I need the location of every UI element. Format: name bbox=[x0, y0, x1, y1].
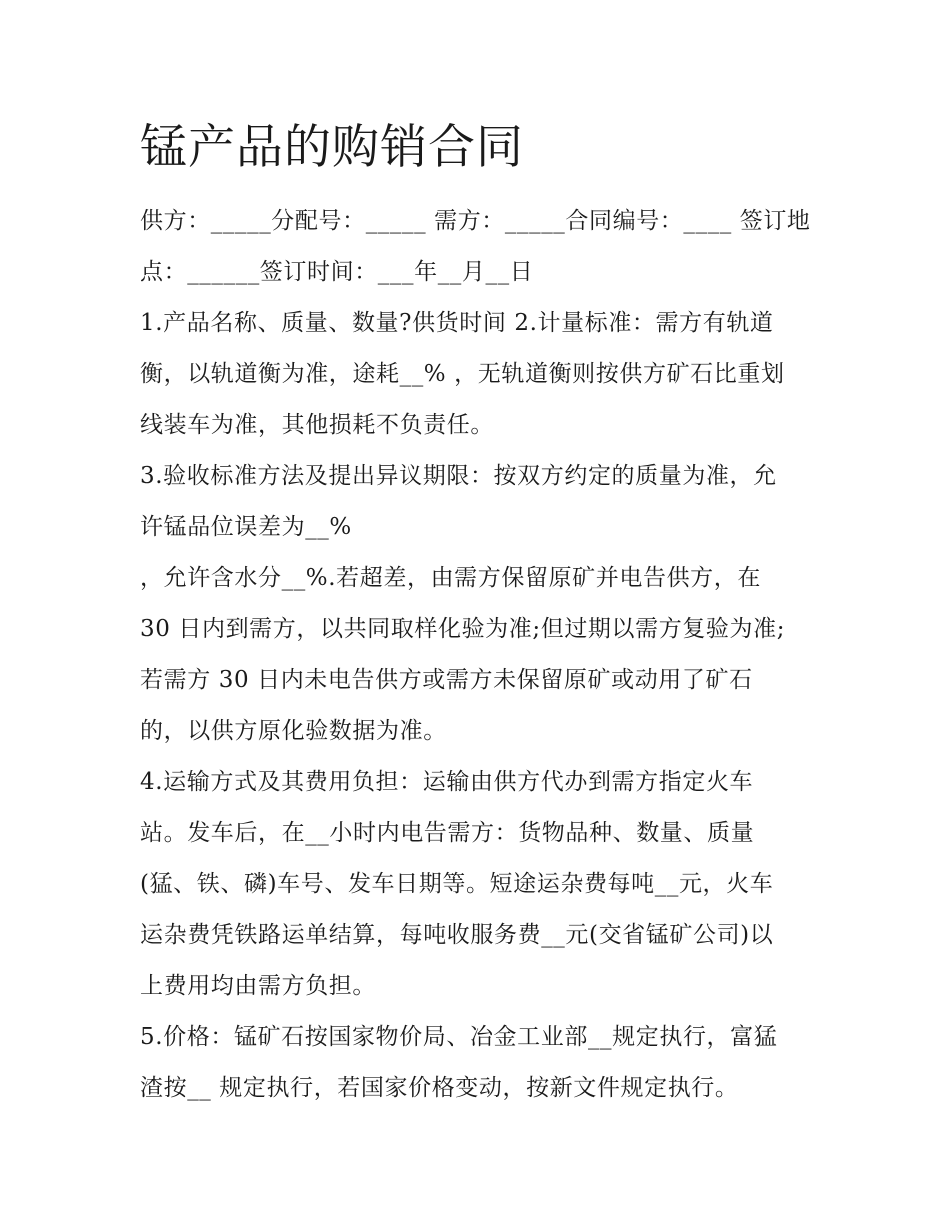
body-line: 3.验收标准方法及提出异议期限：按双方约定的质量为准，允 bbox=[140, 463, 777, 489]
body-line: 点：______签订时间：___年__月__日 bbox=[140, 259, 534, 285]
body-line: 30 日内到需方，以共同取样化验为准;但过期以需方复验为准; bbox=[140, 616, 786, 642]
body-line: 运杂费凭铁路运单结算，每吨收服务费__元(交省锰矿公司)以 bbox=[140, 922, 774, 948]
contract-body bbox=[140, 196, 820, 1114]
body-line: 线装车为准，其他损耗不负责任。 bbox=[140, 412, 494, 438]
body-line: 供方：_____分配号：_____ 需方：_____合同编号：____ 签订地 bbox=[140, 208, 811, 234]
body-line: 的，以供方原化验数据为准。 bbox=[140, 718, 447, 744]
body-line: 1.产品名称、质量、数量?供货时间 2.计量标准：需方有轨道 bbox=[140, 310, 774, 336]
body-line: 若需方 30 日内未电告供方或需方未保留原矿或动用了矿石 bbox=[140, 667, 753, 693]
body-line: 衡，以轨道衡为准，途耗__% ，无轨道衡则按供方矿石比重划 bbox=[140, 361, 785, 387]
body-line: 渣按__ 规定执行，若国家价格变动，按新文件规定执行。 bbox=[140, 1075, 739, 1101]
document-title: 锰产品的购销合同 bbox=[140, 120, 524, 175]
body-line: 4.运输方式及其费用负担：运输由供方代办到需方指定火车 bbox=[140, 769, 754, 795]
body-line: ，允许含水分__%.若超差，由需方保留原矿并电告供方，在 bbox=[140, 565, 761, 591]
body-line: 上费用均由需方负担。 bbox=[140, 973, 376, 999]
body-line: 5.价格：锰矿石按国家物价局、冶金工业部__规定执行，富猛 bbox=[140, 1024, 778, 1050]
body-line: 站。发车后，在__小时内电告需方：货物品种、数量、质量 bbox=[140, 820, 755, 846]
body-line: 许锰品位误差为__% bbox=[140, 514, 352, 540]
body-line: (猛、铁、磷)车号、发车日期等。短途运杂费每吨__元，火车 bbox=[140, 871, 774, 897]
